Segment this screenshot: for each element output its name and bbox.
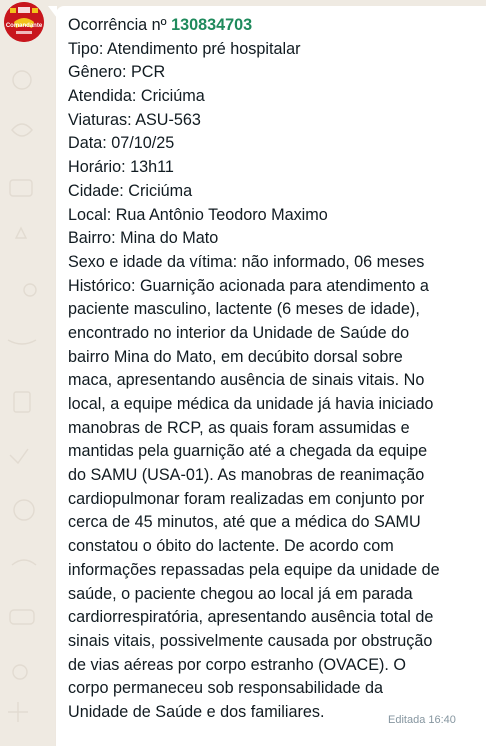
fire-department-badge-icon [4, 2, 44, 42]
message-line: bairro Mina do Mato, em decúbito dorsal sobre [68, 347, 403, 366]
avatar-label: Comandante [5, 23, 43, 29]
message-line: Atendida: Criciúma [68, 87, 205, 106]
message-line: Viaturas: ASU-563 [68, 110, 201, 129]
message-line: Horário: 13h11 [68, 158, 174, 177]
message-line: local, a equipe médica da unidade já havia iniciado [68, 395, 434, 413]
message-line: Local: Rua Antônio Teodoro Maximo [68, 205, 328, 224]
message-line: mantidas pela guarnição até a chegada da equipe [68, 442, 428, 461]
occurrence-line [68, 14, 482, 38]
message-line: cerca de 45 minutos, até que a médica do SAMU [68, 513, 421, 532]
message-line: do SAMU (USA-01). As manobras de reanimação [68, 466, 425, 485]
message-line: de vias aéreas por corpo estranho (OVACE). O [68, 655, 406, 674]
message-line: maca, apresentando ausência de sinais vitais. No [68, 371, 425, 390]
message-line: sinais vitais, possivelmente causada por obstrução [68, 631, 433, 650]
message-line: Tipo: Atendimento pré hospitalar [68, 39, 301, 58]
message-edited-timestamp: Editada 16:40 [388, 714, 456, 726]
message-line: Bairro: Mina do Mato [68, 229, 219, 248]
message-line: Cidade: Criciúma [68, 181, 193, 200]
message-line: constatou o óbito do lactente. De acordo com [68, 537, 394, 556]
message-line: Unidade de Saúde e dos familiares. [68, 702, 325, 721]
message-line: cardiorrespiratória, apresentando ausência total de [68, 608, 434, 627]
message-line: informações repassadas pela equipe da unidade de [68, 560, 440, 579]
message-line: cardiopulmonar foram realizadas em conjunto por [68, 489, 425, 508]
occurrence-label: Ocorrência nº [68, 16, 172, 34]
message-text [68, 14, 482, 725]
message-line: saúde, o paciente chegou ao local já em parada [68, 584, 413, 603]
contact-avatar[interactable] [4, 2, 44, 42]
message-bubble-tail [48, 6, 57, 18]
message-line: Data: 07/10/25 [68, 134, 175, 153]
message-line: corpo permaneceu sob responsabilidade da [68, 679, 383, 698]
occurrence-number: 130834703 [171, 16, 253, 34]
message-line: Gênero: PCR [68, 63, 166, 82]
message-line: Sexo e idade da vítima: não informado, 06 meses [68, 252, 425, 271]
message-line: manobras de RCP, as quais foram assumidas e [68, 418, 410, 437]
message-line: paciente masculino, lactente (6 meses de idade), [68, 300, 420, 319]
message-line: Histórico: Guarnição acionada para atendimento a [68, 276, 429, 295]
message-line: encontrado no interior da Unidade de Saúde do [68, 323, 410, 342]
